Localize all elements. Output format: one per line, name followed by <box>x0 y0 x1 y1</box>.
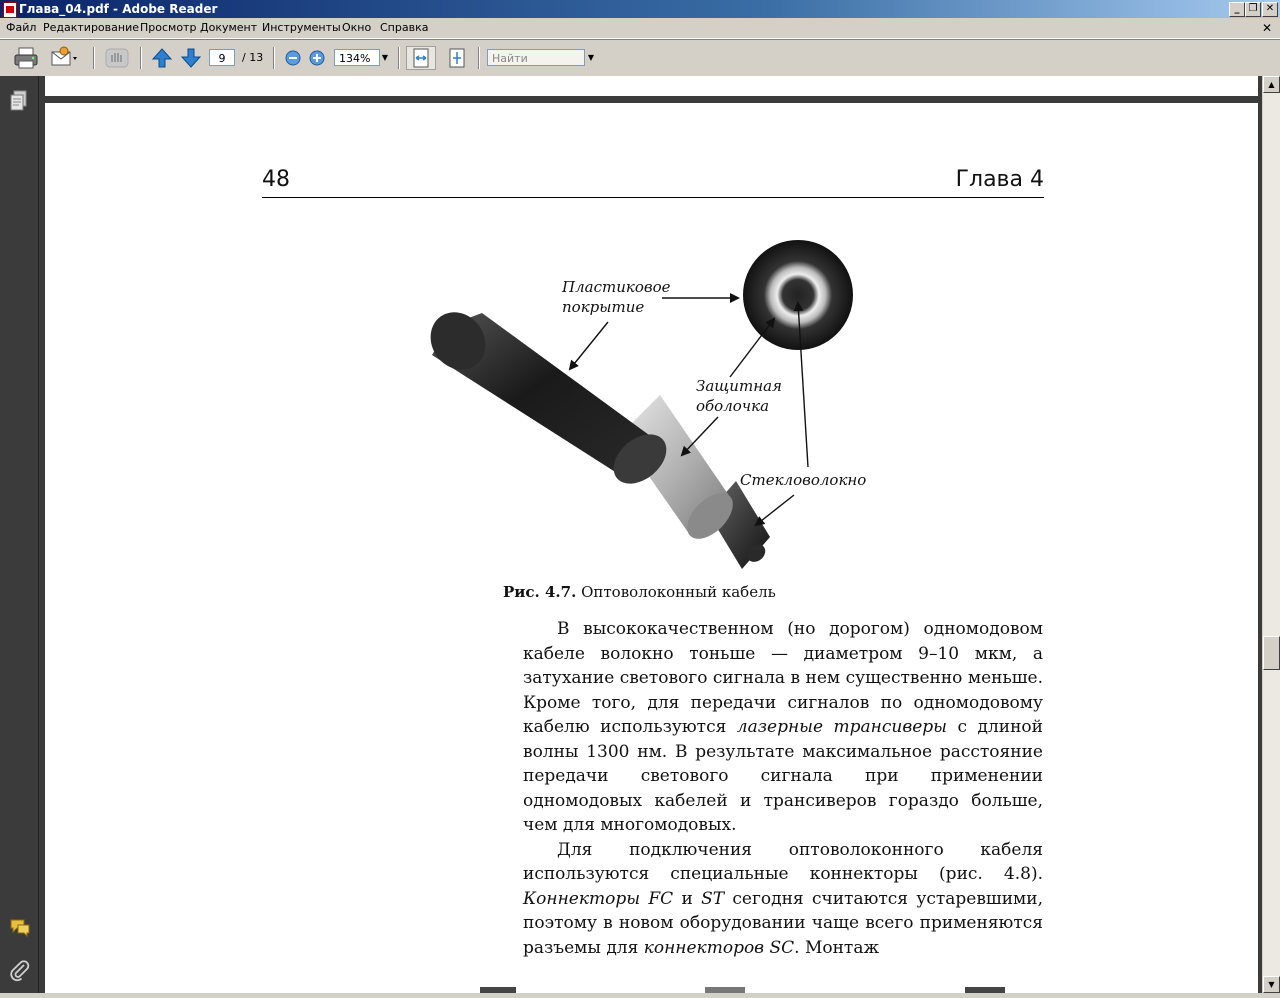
close-button[interactable]: ✕ <box>1262 2 1278 17</box>
toolbar-separator <box>273 47 275 69</box>
zoom-in-button[interactable] <box>307 46 327 70</box>
print-icon <box>13 46 39 70</box>
zoom-out-icon <box>283 46 303 70</box>
zoom-out-button[interactable] <box>283 46 303 70</box>
comments-icon <box>9 916 31 938</box>
page-number: 48 <box>262 167 290 192</box>
menu-tools[interactable]: Инструменты <box>262 21 341 34</box>
label-shield-line2: оболочка <box>696 397 770 415</box>
print-button[interactable] <box>13 46 39 70</box>
running-head <box>262 167 1044 198</box>
hand-tool-button[interactable] <box>103 46 131 70</box>
scroll-thumb[interactable] <box>1263 636 1280 670</box>
previous-page-bottom <box>45 76 1258 96</box>
minimize-button[interactable]: _ <box>1229 2 1245 17</box>
paragraph: Для подключения оптоволоконного кабеля используются специальные коннекторы (рис. 4.8). Коннекторы FC и ST сегодня считаются устаревшими, поэтому в новом оборудовании чаще всего применяются разъемы для коннекторов SC. Монтаж <box>523 839 1043 958</box>
attachments-panel-button[interactable] <box>9 960 31 986</box>
figure-caption <box>503 583 776 601</box>
page-number-input[interactable]: 9 <box>209 49 235 66</box>
menu-file[interactable]: Файл <box>6 21 37 34</box>
previous-page-button[interactable] <box>150 46 174 70</box>
attachments-icon <box>9 960 31 982</box>
find-input[interactable]: Найти <box>487 49 585 66</box>
scroll-up-icon[interactable]: ▲ <box>1263 76 1280 93</box>
previous-page-icon <box>150 46 174 70</box>
vertical-scrollbar[interactable] <box>1263 76 1280 993</box>
adobe-reader-icon <box>3 2 17 18</box>
body-text <box>523 617 1043 960</box>
fit-page-icon <box>444 46 470 70</box>
menu-bar <box>0 18 1280 39</box>
restore-button[interactable]: ❐ <box>1245 2 1261 17</box>
arrow-shield-to-section <box>730 319 774 377</box>
next-page-button[interactable] <box>179 46 203 70</box>
toolbar-separator <box>93 47 95 69</box>
label-plastic-line2: покрытие <box>562 298 645 316</box>
caption-text: Оптоволоконный кабель <box>581 583 776 601</box>
label-glass: Стекловолокно <box>740 471 867 489</box>
cable-jacket <box>420 302 676 494</box>
window-title: Глава_04.pdf - Adobe Reader <box>19 2 218 16</box>
label-shield-line1: Защитная <box>696 377 782 395</box>
menu-document[interactable]: Документ <box>200 21 258 34</box>
menu-window[interactable]: Окно <box>342 21 372 34</box>
hand-tool-icon <box>103 46 131 70</box>
page-gap <box>45 96 1258 103</box>
fit-width-button[interactable] <box>406 46 436 70</box>
fit-width-icon <box>407 47 435 69</box>
zoom-dropdown-icon[interactable]: ▼ <box>381 53 389 62</box>
menu-edit[interactable]: Редактирование <box>43 21 139 34</box>
page-count: / 13 <box>242 51 264 64</box>
cable-cross-section <box>743 240 853 350</box>
chapter-title: Глава 4 <box>955 167 1044 192</box>
email-icon <box>50 46 78 70</box>
toolbar-separator <box>140 47 142 69</box>
arrow-plastic-to-jacket <box>570 322 608 369</box>
email-button[interactable] <box>50 46 78 70</box>
menu-help[interactable]: Справка <box>380 21 429 34</box>
find-dropdown-icon[interactable]: ▼ <box>587 53 595 62</box>
label-plastic-line1: Пластиковое <box>562 278 671 296</box>
toolbar-separator <box>478 47 480 69</box>
fiber-cable-figure <box>420 235 900 570</box>
title-bar <box>0 0 1280 18</box>
document-close-icon[interactable]: ✕ <box>1261 21 1272 35</box>
toolbar <box>0 39 1280 77</box>
scroll-down-icon[interactable]: ▼ <box>1263 976 1280 993</box>
zoom-in-icon <box>307 46 327 70</box>
paragraph: В высококачественном (но дорогом) одномодовом кабеле волокно тоньше — диаметром 9–10 мкм, а затухание светового сигнала в нем существенно меньше. Кроме того, для передачи сигналов по одномодовому кабелю используются лазерные трансиверы с длиной волны 1300 нм. В результате максимальное расстояние передачи светового сигнала при применении одномодовых кабелей и трансиверов гораздо больше, чем для многомодовых. <box>523 619 1043 835</box>
fit-page-button[interactable] <box>444 46 470 70</box>
caption-number: Рис. 4.7. <box>503 583 577 601</box>
next-page-icon <box>179 46 203 70</box>
comments-panel-button[interactable] <box>9 916 31 942</box>
arrow-glass-to-core <box>756 495 794 525</box>
pages-panel-button[interactable] <box>9 90 29 116</box>
zoom-input[interactable]: 134% <box>334 49 380 66</box>
pages-panel-icon <box>9 90 29 112</box>
toolbar-separator <box>398 47 400 69</box>
navigation-pane <box>0 76 39 998</box>
status-strip <box>0 993 1280 998</box>
menu-view[interactable]: Просмотр <box>140 21 197 34</box>
